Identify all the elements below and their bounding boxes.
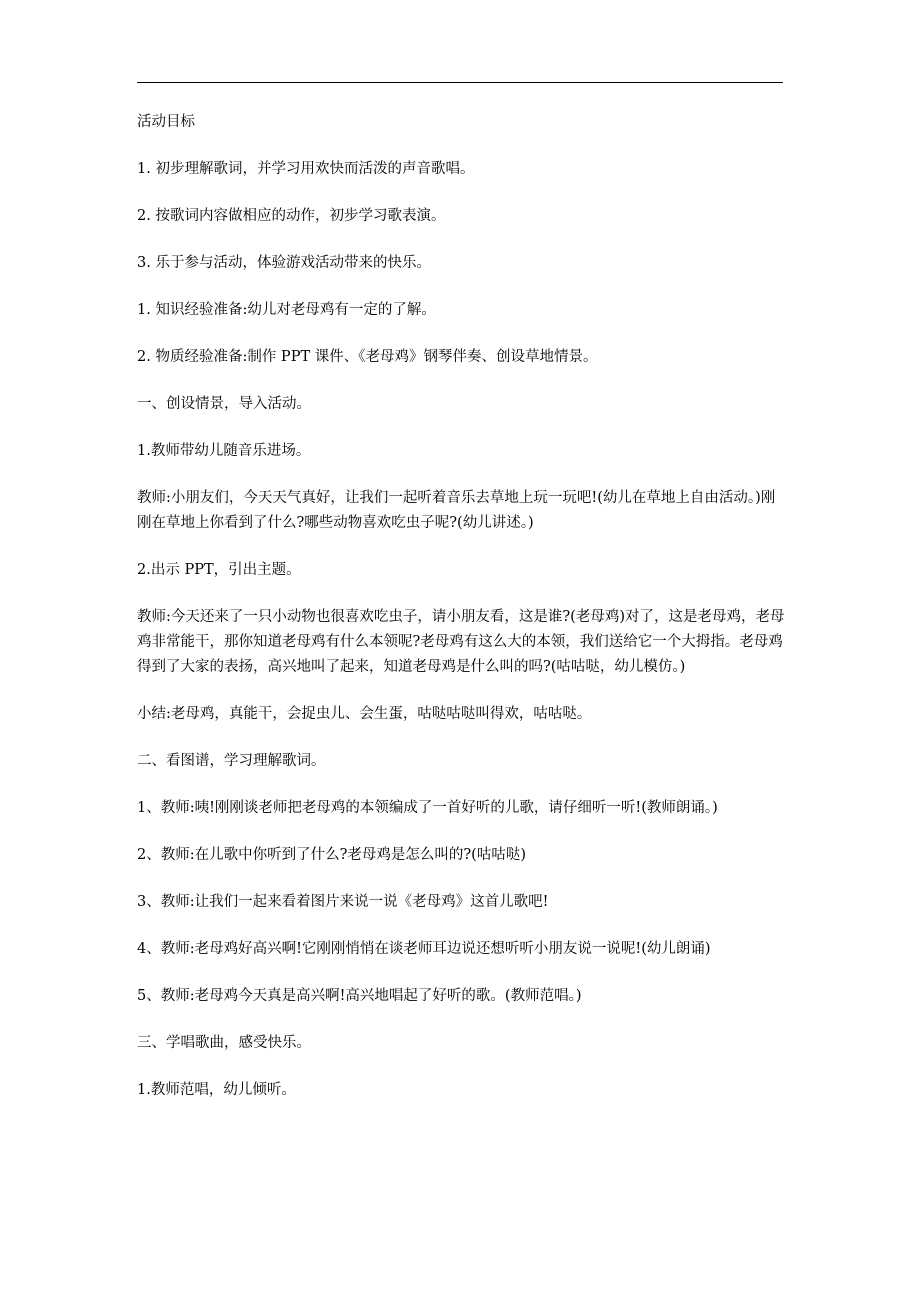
header-rule — [137, 82, 783, 83]
step-2-3: 3、教师:让我们一起来看着图片来说一说《老母鸡》这首儿歌吧! — [137, 894, 549, 910]
prep-item-2: 2. 物质经验准备:制作 PPT 课件、《老母鸡》钢琴伴奏、创设草地情景。 — [137, 349, 598, 365]
summary-paragraph: 小结:老母鸡，真能干，会捉虫儿、会生蛋，咕哒咕哒叫得欢，咕咕哒。 — [137, 706, 592, 722]
step-2-1: 1、教师:咦!刚刚谈老师把老母鸡的本领编成了一首好听的儿歌，请仔细听一听!(教师朗诵。) — [137, 800, 718, 816]
step-1-2: 2.出示 PPT，引出主题。 — [137, 562, 301, 578]
step-heading-2: 二、看图谱，学习理解歌词。 — [137, 753, 326, 769]
goal-item-3: 3. 乐于参与活动，体验游戏活动带来的快乐。 — [137, 255, 431, 271]
prep-item-1: 1. 知识经验准备:幼儿对老母鸡有一定的了解。 — [137, 302, 436, 318]
document-body — [137, 110, 787, 1125]
goal-item-2: 2. 按歌词内容做相应的动作，初步学习歌表演。 — [137, 208, 446, 224]
step-2-4: 4、教师:老母鸡好高兴啊!它刚刚悄悄在谈老师耳边说还想听听小朋友说一说呢!(幼儿朗诵) — [137, 941, 711, 957]
teacher-dialogue-2: 教师:今天还来了一只小动物也很喜欢吃虫子，请小朋友看，这是谁?(老母鸡)对了，这是老母鸡，老母鸡非常能干，那你知道老母鸡有什么本领呢?老母鸡有这么大的本领，我们送给它一个大拇指。老母鸡得到了大家的表扬，高兴地叫了起来，知道老母鸡是什么叫的吗?(咕咕哒，幼儿模仿。) — [137, 609, 785, 675]
goal-item-1: 1. 初步理解歌词，并学习用欢快而活泼的声音歌唱。 — [137, 161, 475, 177]
step-3-1: 1.教师范唱，幼儿倾听。 — [137, 1082, 296, 1098]
teacher-dialogue-1: 教师:小朋友们，今天天气真好，让我们一起听着音乐去草地上玩一玩吧!(幼儿在草地上自由活动。)刚刚在草地上你看到了什么?哪些动物喜欢吃虫子呢?(幼儿讲述。) — [137, 490, 776, 531]
step-1-1: 1.教师带幼儿随音乐进场。 — [137, 443, 311, 459]
step-heading-1: 一、创设情景，导入活动。 — [137, 396, 311, 412]
step-2-2: 2、教师:在儿歌中你听到了什么?老母鸡是怎么叫的?(咕咕哒) — [137, 847, 526, 863]
section-heading-goals: 活动目标 — [137, 114, 195, 130]
step-2-5: 5、教师:老母鸡今天真是高兴啊!高兴地唱起了好听的歌。(教师范唱。) — [137, 988, 582, 1004]
step-heading-3: 三、学唱歌曲，感受快乐。 — [137, 1035, 311, 1051]
